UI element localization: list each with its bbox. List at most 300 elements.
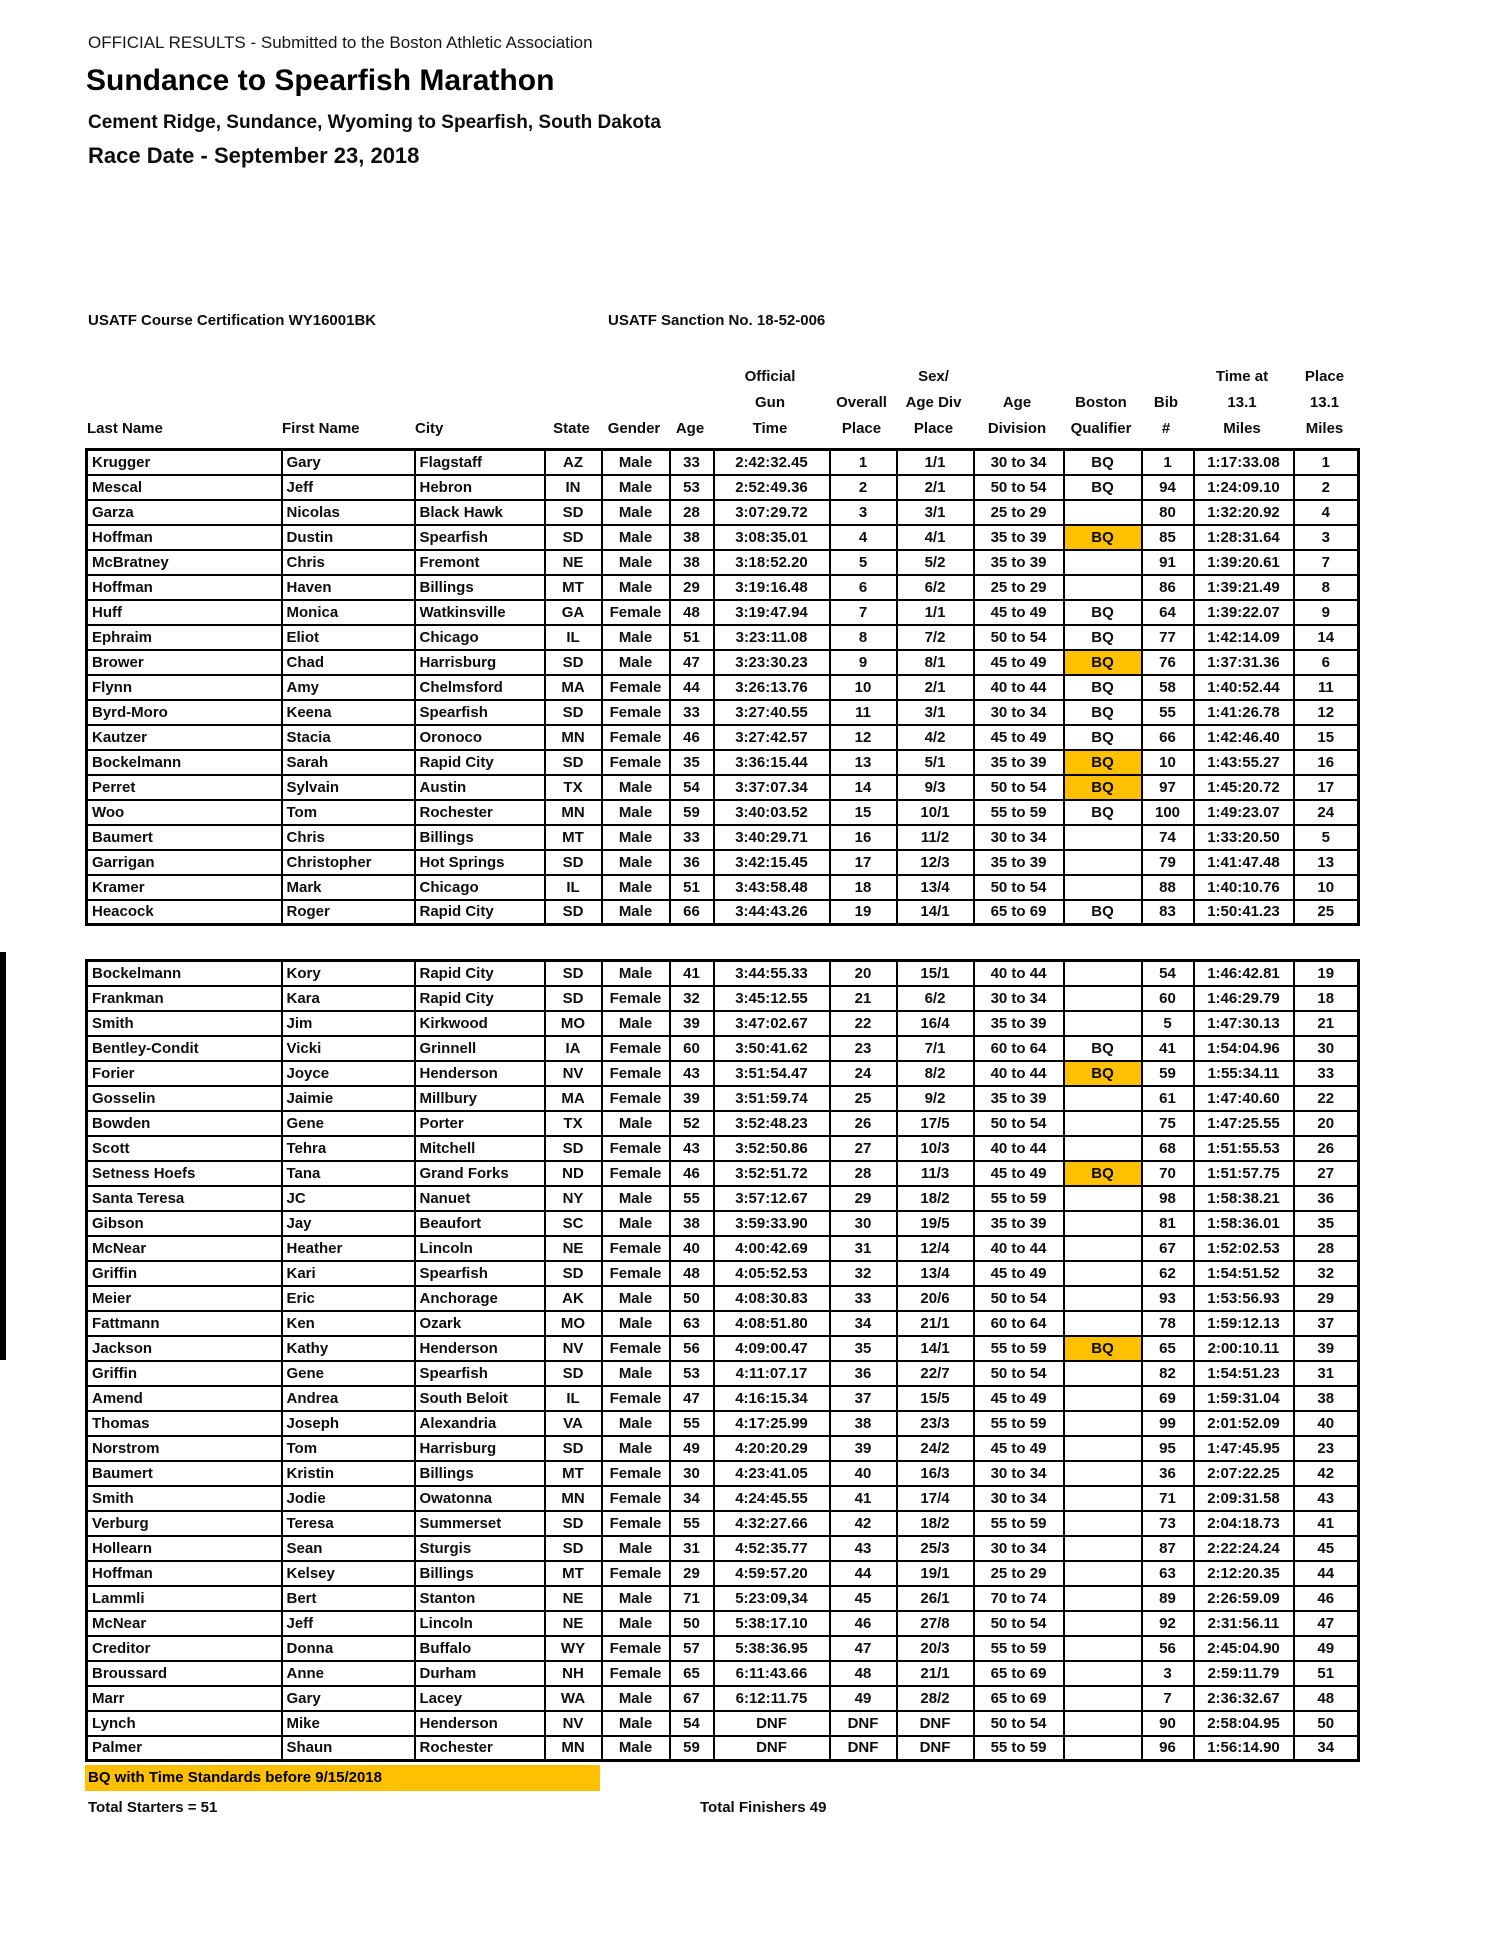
cell-state: SD xyxy=(545,750,602,775)
cell-boston_qualifier xyxy=(1064,1361,1142,1386)
cell-first_name: Kelsey xyxy=(282,1561,415,1586)
cell-boston_qualifier: BQ xyxy=(1064,450,1142,475)
cell-last_name: Ephraim xyxy=(87,625,282,650)
cell-sex_age_div_place: 16/3 xyxy=(897,1461,974,1486)
cell-first_name: Amy xyxy=(282,675,415,700)
table-row xyxy=(87,1511,1359,1536)
table-row xyxy=(87,1711,1359,1736)
cell-bib: 10 xyxy=(1142,750,1194,775)
cell-boston_qualifier xyxy=(1064,825,1142,850)
cell-place_13_1: 10 xyxy=(1294,875,1359,900)
cell-official_gun_time: 3:26:13.76 xyxy=(714,675,830,700)
cell-boston_qualifier xyxy=(1064,500,1142,525)
cell-age_division: 50 to 54 xyxy=(974,775,1064,800)
cell-sex_age_div_place: 6/2 xyxy=(897,986,974,1011)
cell-age: 31 xyxy=(670,1536,714,1561)
cell-state: SD xyxy=(545,650,602,675)
cell-first_name: Kari xyxy=(282,1261,415,1286)
cell-time_at_13_1: 1:47:45.95 xyxy=(1194,1436,1294,1461)
cell-age_division: 30 to 34 xyxy=(974,1461,1064,1486)
column-header-age: Age xyxy=(675,420,705,437)
cell-overall_place: 49 xyxy=(830,1686,897,1711)
cell-official_gun_time: 3:52:48.23 xyxy=(714,1111,830,1136)
cell-age_division: 70 to 74 xyxy=(974,1586,1064,1611)
cell-city: Kirkwood xyxy=(415,1011,545,1036)
cell-boston_qualifier: BQ xyxy=(1064,625,1142,650)
cell-first_name: Mike xyxy=(282,1711,415,1736)
cell-last_name: Baumert xyxy=(87,1461,282,1486)
cell-gender: Female xyxy=(602,1036,670,1061)
cell-age_division: 35 to 39 xyxy=(974,1011,1064,1036)
cell-bib: 68 xyxy=(1142,1136,1194,1161)
cell-state: SD xyxy=(545,1136,602,1161)
cell-city: Henderson xyxy=(415,1711,545,1736)
cell-last_name: Garrigan xyxy=(87,850,282,875)
cell-place_13_1: 17 xyxy=(1294,775,1359,800)
cell-gender: Female xyxy=(602,1486,670,1511)
cell-last_name: Forier xyxy=(87,1061,282,1086)
cell-official_gun_time: 2:42:32.45 xyxy=(714,450,830,475)
cell-age: 66 xyxy=(670,900,714,925)
cell-boston_qualifier xyxy=(1064,875,1142,900)
cell-official_gun_time: 5:23:09,34 xyxy=(714,1586,830,1611)
cell-last_name: Amend xyxy=(87,1386,282,1411)
cell-city: South Beloit xyxy=(415,1386,545,1411)
cell-time_at_13_1: 1:40:10.76 xyxy=(1194,875,1294,900)
cell-last_name: Meier xyxy=(87,1286,282,1311)
cell-official_gun_time: 3:43:58.48 xyxy=(714,875,830,900)
table-row xyxy=(87,500,1359,525)
cell-first_name: Gene xyxy=(282,1361,415,1386)
cell-state: MN xyxy=(545,725,602,750)
cell-bib: 70 xyxy=(1142,1161,1194,1186)
table-row xyxy=(87,650,1359,675)
cell-time_at_13_1: 1:17:33.08 xyxy=(1194,450,1294,475)
cell-sex_age_div_place: 9/3 xyxy=(897,775,974,800)
cell-first_name: Christopher xyxy=(282,850,415,875)
cell-city: Rapid City xyxy=(415,986,545,1011)
cell-bib: 87 xyxy=(1142,1536,1194,1561)
cell-boston_qualifier: BQ xyxy=(1064,1161,1142,1186)
cell-sex_age_div_place: 15/5 xyxy=(897,1386,974,1411)
cell-first_name: Nicolas xyxy=(282,500,415,525)
cell-first_name: Sean xyxy=(282,1536,415,1561)
table-row xyxy=(87,1336,1359,1361)
cell-official_gun_time: 5:38:17.10 xyxy=(714,1611,830,1636)
cell-gender: Male xyxy=(602,1611,670,1636)
cell-bib: 67 xyxy=(1142,1236,1194,1261)
cell-sex_age_div_place: 9/2 xyxy=(897,1086,974,1111)
cell-sex_age_div_place: 10/1 xyxy=(897,800,974,825)
cell-time_at_13_1: 1:32:20.92 xyxy=(1194,500,1294,525)
table-row xyxy=(87,1311,1359,1336)
cell-boston_qualifier: BQ xyxy=(1064,475,1142,500)
cell-city: Rapid City xyxy=(415,961,545,986)
cell-gender: Male xyxy=(602,1311,670,1336)
cell-time_at_13_1: 2:36:32.67 xyxy=(1194,1686,1294,1711)
cell-sex_age_div_place: 3/1 xyxy=(897,700,974,725)
cell-bib: 96 xyxy=(1142,1736,1194,1761)
cell-boston_qualifier xyxy=(1064,1586,1142,1611)
cell-place_13_1: 2 xyxy=(1294,475,1359,500)
cell-sex_age_div_place: 20/3 xyxy=(897,1636,974,1661)
cell-bib: 78 xyxy=(1142,1311,1194,1336)
cell-overall_place: DNF xyxy=(830,1711,897,1736)
cell-sex_age_div_place: 16/4 xyxy=(897,1011,974,1036)
cell-first_name: Dustin xyxy=(282,525,415,550)
table-row xyxy=(87,625,1359,650)
cell-gender: Male xyxy=(602,475,670,500)
cell-place_13_1: 42 xyxy=(1294,1461,1359,1486)
cell-age: 28 xyxy=(670,500,714,525)
cell-age_division: 35 to 39 xyxy=(974,1211,1064,1236)
cell-state: MA xyxy=(545,675,602,700)
table-row xyxy=(87,1486,1359,1511)
cell-overall_place: 13 xyxy=(830,750,897,775)
column-header-bib: Bib # xyxy=(1153,394,1179,437)
cell-overall_place: 24 xyxy=(830,1061,897,1086)
cell-age: 53 xyxy=(670,1361,714,1386)
column-header-time_at_13_1: Time at 13.1 Miles xyxy=(1215,368,1269,437)
cell-place_13_1: 24 xyxy=(1294,800,1359,825)
cell-first_name: Keena xyxy=(282,700,415,725)
cell-place_13_1: 49 xyxy=(1294,1636,1359,1661)
cell-boston_qualifier: BQ xyxy=(1064,650,1142,675)
cell-age: 38 xyxy=(670,525,714,550)
cell-last_name: McNear xyxy=(87,1611,282,1636)
cell-city: Alexandria xyxy=(415,1411,545,1436)
cell-age: 29 xyxy=(670,1561,714,1586)
cell-sex_age_div_place: 23/3 xyxy=(897,1411,974,1436)
cell-official_gun_time: 3:27:42.57 xyxy=(714,725,830,750)
cell-state: MN xyxy=(545,800,602,825)
cell-place_13_1: 50 xyxy=(1294,1711,1359,1736)
cell-age_division: 55 to 59 xyxy=(974,1411,1064,1436)
cell-first_name: Vicki xyxy=(282,1036,415,1061)
table-row xyxy=(87,900,1359,925)
cell-boston_qualifier xyxy=(1064,1636,1142,1661)
cell-first_name: Ken xyxy=(282,1311,415,1336)
cell-time_at_13_1: 2:26:59.09 xyxy=(1194,1586,1294,1611)
cell-overall_place: 25 xyxy=(830,1086,897,1111)
cell-place_13_1: 1 xyxy=(1294,450,1359,475)
cell-last_name: Brower xyxy=(87,650,282,675)
cell-city: Nanuet xyxy=(415,1186,545,1211)
cell-official_gun_time: 4:20:20.29 xyxy=(714,1436,830,1461)
cell-bib: 85 xyxy=(1142,525,1194,550)
cell-age_division: 50 to 54 xyxy=(974,875,1064,900)
cell-overall_place: 21 xyxy=(830,986,897,1011)
cell-boston_qualifier: BQ xyxy=(1064,1036,1142,1061)
cell-last_name: Kramer xyxy=(87,875,282,900)
cell-state: SD xyxy=(545,900,602,925)
cell-first_name: Jodie xyxy=(282,1486,415,1511)
cell-age: 39 xyxy=(670,1086,714,1111)
cell-last_name: Bowden xyxy=(87,1111,282,1136)
cell-state: NV xyxy=(545,1711,602,1736)
cell-gender: Male xyxy=(602,775,670,800)
cell-city: Anchorage xyxy=(415,1286,545,1311)
cell-age: 30 xyxy=(670,1461,714,1486)
column-header-sex_age_div_place: Sex/ Age Div Place xyxy=(905,368,962,437)
cell-state: MT xyxy=(545,575,602,600)
cell-time_at_13_1: 1:47:40.60 xyxy=(1194,1086,1294,1111)
cell-last_name: Baumert xyxy=(87,825,282,850)
cell-sex_age_div_place: 21/1 xyxy=(897,1311,974,1336)
cell-age_division: 45 to 49 xyxy=(974,725,1064,750)
cell-bib: 79 xyxy=(1142,850,1194,875)
cell-overall_place: 39 xyxy=(830,1436,897,1461)
cell-time_at_13_1: 1:54:04.96 xyxy=(1194,1036,1294,1061)
column-header-gender: Gender xyxy=(607,420,661,437)
cell-age_division: 50 to 54 xyxy=(974,625,1064,650)
cell-gender: Female xyxy=(602,725,670,750)
cell-gender: Male xyxy=(602,1361,670,1386)
cell-boston_qualifier xyxy=(1064,1311,1142,1336)
cell-official_gun_time: 3:59:33.90 xyxy=(714,1211,830,1236)
cell-bib: 41 xyxy=(1142,1036,1194,1061)
cell-gender: Male xyxy=(602,800,670,825)
cell-overall_place: 7 xyxy=(830,600,897,625)
cell-bib: 97 xyxy=(1142,775,1194,800)
cell-place_13_1: 12 xyxy=(1294,700,1359,725)
cell-time_at_13_1: 1:39:20.61 xyxy=(1194,550,1294,575)
cell-city: Watkinsville xyxy=(415,600,545,625)
totals-row xyxy=(85,1799,1357,1821)
cell-age_division: 40 to 44 xyxy=(974,675,1064,700)
cell-official_gun_time: 4:08:30.83 xyxy=(714,1286,830,1311)
table-row xyxy=(87,1586,1359,1611)
cell-first_name: Jeff xyxy=(282,475,415,500)
cell-overall_place: 15 xyxy=(830,800,897,825)
cell-age_division: 65 to 69 xyxy=(974,900,1064,925)
cell-place_13_1: 13 xyxy=(1294,850,1359,875)
cell-age: 41 xyxy=(670,961,714,986)
results-table-block-1 xyxy=(85,448,1360,926)
cell-official_gun_time: 3:18:52.20 xyxy=(714,550,830,575)
cell-overall_place: 35 xyxy=(830,1336,897,1361)
cell-state: NV xyxy=(545,1336,602,1361)
cell-time_at_13_1: 1:46:42.81 xyxy=(1194,961,1294,986)
cell-time_at_13_1: 1:47:25.55 xyxy=(1194,1111,1294,1136)
cell-age: 38 xyxy=(670,1211,714,1236)
cell-place_13_1: 3 xyxy=(1294,525,1359,550)
cell-place_13_1: 41 xyxy=(1294,1511,1359,1536)
cell-place_13_1: 18 xyxy=(1294,986,1359,1011)
table-row xyxy=(87,675,1359,700)
cell-boston_qualifier: BQ xyxy=(1064,700,1142,725)
cell-gender: Male xyxy=(602,500,670,525)
cell-overall_place: 3 xyxy=(830,500,897,525)
table-row xyxy=(87,825,1359,850)
cell-age: 33 xyxy=(670,700,714,725)
cell-age_division: 50 to 54 xyxy=(974,1611,1064,1636)
cell-bib: 1 xyxy=(1142,450,1194,475)
results-table-block-2 xyxy=(85,959,1360,1762)
cell-age_division: 50 to 54 xyxy=(974,1361,1064,1386)
cell-sex_age_div_place: 8/1 xyxy=(897,650,974,675)
cell-age: 60 xyxy=(670,1036,714,1061)
cell-official_gun_time: 3:52:51.72 xyxy=(714,1161,830,1186)
cell-gender: Male xyxy=(602,825,670,850)
cell-state: SD xyxy=(545,500,602,525)
cell-sex_age_div_place: 21/1 xyxy=(897,1661,974,1686)
cell-state: IL xyxy=(545,875,602,900)
cell-last_name: Frankman xyxy=(87,986,282,1011)
cell-sex_age_div_place: 18/2 xyxy=(897,1186,974,1211)
cell-city: Billings xyxy=(415,1561,545,1586)
cell-boston_qualifier xyxy=(1064,1411,1142,1436)
cell-age: 51 xyxy=(670,625,714,650)
cell-age_division: 30 to 34 xyxy=(974,1486,1064,1511)
cell-bib: 92 xyxy=(1142,1611,1194,1636)
cell-age: 63 xyxy=(670,1311,714,1336)
cell-boston_qualifier xyxy=(1064,1236,1142,1261)
cell-state: MT xyxy=(545,1461,602,1486)
table-row xyxy=(87,725,1359,750)
cell-city: Billings xyxy=(415,1461,545,1486)
cell-official_gun_time: DNF xyxy=(714,1736,830,1761)
cell-age_division: 35 to 39 xyxy=(974,550,1064,575)
cell-last_name: Heacock xyxy=(87,900,282,925)
cell-age: 47 xyxy=(670,1386,714,1411)
column-header-city: City xyxy=(415,420,444,437)
cell-bib: 93 xyxy=(1142,1286,1194,1311)
table-row xyxy=(87,600,1359,625)
cell-gender: Male xyxy=(602,1586,670,1611)
cell-first_name: Tom xyxy=(282,800,415,825)
cell-sex_age_div_place: 12/3 xyxy=(897,850,974,875)
cell-boston_qualifier xyxy=(1064,1536,1142,1561)
cell-age_division: 25 to 29 xyxy=(974,1561,1064,1586)
cell-age_division: 40 to 44 xyxy=(974,1236,1064,1261)
cell-sex_age_div_place: 4/1 xyxy=(897,525,974,550)
cell-official_gun_time: 3:08:35.01 xyxy=(714,525,830,550)
cell-age: 52 xyxy=(670,1111,714,1136)
cell-gender: Female xyxy=(602,675,670,700)
cell-age: 56 xyxy=(670,1336,714,1361)
cell-bib: 77 xyxy=(1142,625,1194,650)
cell-city: Oronoco xyxy=(415,725,545,750)
cell-place_13_1: 28 xyxy=(1294,1236,1359,1261)
cell-bib: 83 xyxy=(1142,900,1194,925)
cell-last_name: Creditor xyxy=(87,1636,282,1661)
table-row xyxy=(87,1011,1359,1036)
cell-age: 33 xyxy=(670,450,714,475)
cell-state: MO xyxy=(545,1311,602,1336)
cell-first_name: Gary xyxy=(282,1686,415,1711)
cell-last_name: Norstrom xyxy=(87,1436,282,1461)
cell-first_name: Eliot xyxy=(282,625,415,650)
cell-last_name: Perret xyxy=(87,775,282,800)
table-row xyxy=(87,986,1359,1011)
cell-age_division: 35 to 39 xyxy=(974,1086,1064,1111)
cell-boston_qualifier: BQ xyxy=(1064,525,1142,550)
cell-last_name: McNear xyxy=(87,1236,282,1261)
cell-bib: 91 xyxy=(1142,550,1194,575)
cell-age: 35 xyxy=(670,750,714,775)
cell-overall_place: 26 xyxy=(830,1111,897,1136)
cell-age: 43 xyxy=(670,1136,714,1161)
cell-overall_place: 5 xyxy=(830,550,897,575)
cell-age: 40 xyxy=(670,1236,714,1261)
cell-place_13_1: 23 xyxy=(1294,1436,1359,1461)
cell-age_division: 55 to 59 xyxy=(974,1511,1064,1536)
cell-state: SD xyxy=(545,1536,602,1561)
cell-boston_qualifier xyxy=(1064,1261,1142,1286)
cell-sex_age_div_place: 1/1 xyxy=(897,450,974,475)
table-row xyxy=(87,1661,1359,1686)
cell-gender: Male xyxy=(602,450,670,475)
cell-gender: Female xyxy=(602,1661,670,1686)
cell-bib: 76 xyxy=(1142,650,1194,675)
cell-state: IN xyxy=(545,475,602,500)
cell-age_division: 40 to 44 xyxy=(974,961,1064,986)
cell-overall_place: 37 xyxy=(830,1386,897,1411)
cell-official_gun_time: 3:23:30.23 xyxy=(714,650,830,675)
cell-official_gun_time: 6:11:43.66 xyxy=(714,1661,830,1686)
cell-bib: 71 xyxy=(1142,1486,1194,1511)
cell-official_gun_time: 3:57:12.67 xyxy=(714,1186,830,1211)
cell-bib: 86 xyxy=(1142,575,1194,600)
cell-state: MN xyxy=(545,1736,602,1761)
cell-last_name: Bentley-Condit xyxy=(87,1036,282,1061)
cell-place_13_1: 48 xyxy=(1294,1686,1359,1711)
cell-first_name: Joyce xyxy=(282,1061,415,1086)
cell-time_at_13_1: 1:54:51.52 xyxy=(1194,1261,1294,1286)
cell-gender: Male xyxy=(602,1711,670,1736)
cell-city: Hot Springs xyxy=(415,850,545,875)
cell-boston_qualifier: BQ xyxy=(1064,775,1142,800)
cell-first_name: Stacia xyxy=(282,725,415,750)
cell-time_at_13_1: 1:59:12.13 xyxy=(1194,1311,1294,1336)
cell-place_13_1: 29 xyxy=(1294,1286,1359,1311)
cell-boston_qualifier xyxy=(1064,986,1142,1011)
cell-sex_age_div_place: 5/1 xyxy=(897,750,974,775)
cell-place_13_1: 46 xyxy=(1294,1586,1359,1611)
cell-overall_place: 46 xyxy=(830,1611,897,1636)
cell-official_gun_time: 3:45:12.55 xyxy=(714,986,830,1011)
cell-time_at_13_1: 1:45:20.72 xyxy=(1194,775,1294,800)
cell-city: Rapid City xyxy=(415,900,545,925)
cell-age_division: 45 to 49 xyxy=(974,600,1064,625)
cell-city: Spearfish xyxy=(415,1261,545,1286)
cell-overall_place: 33 xyxy=(830,1286,897,1311)
cell-first_name: Chris xyxy=(282,825,415,850)
cell-boston_qualifier xyxy=(1064,1511,1142,1536)
cell-time_at_13_1: 1:56:14.90 xyxy=(1194,1736,1294,1761)
cell-state: AK xyxy=(545,1286,602,1311)
cell-first_name: Kory xyxy=(282,961,415,986)
cell-age_division: 50 to 54 xyxy=(974,1111,1064,1136)
cell-last_name: Setness Hoefs xyxy=(87,1161,282,1186)
cell-boston_qualifier xyxy=(1064,1736,1142,1761)
cell-first_name: Tom xyxy=(282,1436,415,1461)
cell-sex_age_div_place: 19/1 xyxy=(897,1561,974,1586)
cell-boston_qualifier xyxy=(1064,1461,1142,1486)
cell-sex_age_div_place: 17/5 xyxy=(897,1111,974,1136)
cell-time_at_13_1: 2:22:24.24 xyxy=(1194,1536,1294,1561)
cell-time_at_13_1: 1:28:31.64 xyxy=(1194,525,1294,550)
cell-state: SD xyxy=(545,1511,602,1536)
table-row xyxy=(87,1036,1359,1061)
cell-age: 50 xyxy=(670,1611,714,1636)
cell-place_13_1: 40 xyxy=(1294,1411,1359,1436)
cell-sex_age_div_place: 12/4 xyxy=(897,1236,974,1261)
cell-official_gun_time: 3:37:07.34 xyxy=(714,775,830,800)
cell-bib: 66 xyxy=(1142,725,1194,750)
cell-state: GA xyxy=(545,600,602,625)
